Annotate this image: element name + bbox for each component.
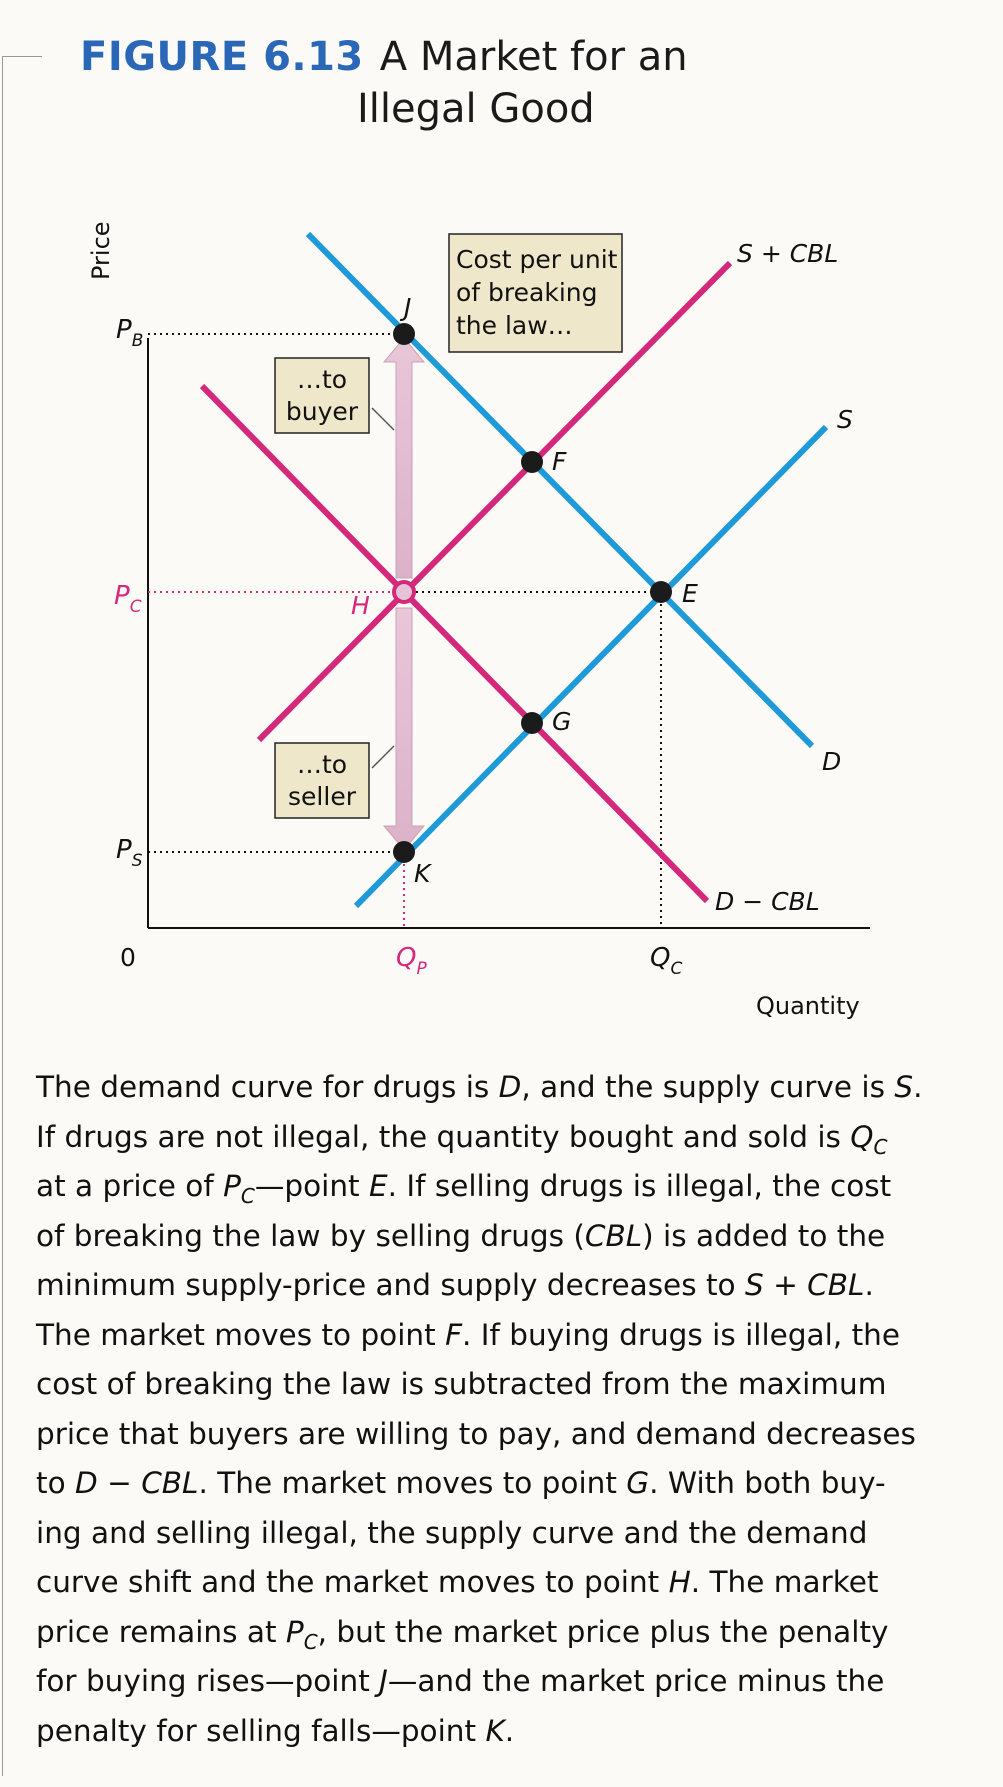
buyer-box-line2: buyer bbox=[285, 397, 359, 426]
caption-run: , but the market price plus the penalty bbox=[317, 1614, 889, 1649]
caption-run: CBL bbox=[807, 1268, 865, 1302]
caption-run: C bbox=[873, 1134, 888, 1159]
label-h: H bbox=[351, 591, 370, 620]
seller-box-pointer bbox=[372, 746, 394, 768]
caption-run: for buying rises—point bbox=[36, 1664, 380, 1698]
cost-box-line1: Cost per unit bbox=[456, 245, 618, 274]
caption-run: . If buying drugs is illegal, the bbox=[462, 1317, 900, 1352]
caption-line bbox=[36, 1063, 956, 1113]
caption-run: + bbox=[763, 1268, 808, 1302]
label-e: E bbox=[682, 579, 698, 608]
demand-minus-cbl-curve bbox=[202, 386, 707, 901]
caption-line bbox=[36, 1113, 956, 1163]
point-e bbox=[650, 581, 672, 603]
caption-run: . bbox=[913, 1070, 923, 1104]
label-j: J bbox=[404, 293, 412, 322]
caption-run: —point bbox=[254, 1169, 369, 1203]
figure-number: FIGURE 6.13 bbox=[80, 34, 364, 80]
caption-run: , and the supply curve is bbox=[521, 1070, 895, 1104]
caption-line bbox=[36, 1410, 956, 1460]
to-seller-box bbox=[275, 743, 369, 818]
caption-run: CBL bbox=[141, 1466, 199, 1500]
caption-run: J bbox=[379, 1664, 388, 1698]
caption-run: . With both buy- bbox=[649, 1466, 886, 1500]
caption-line bbox=[36, 1608, 956, 1658]
buyer-penalty-arrow bbox=[384, 338, 424, 578]
caption-run: cost of breaking the law is subtracted from the maximum bbox=[36, 1367, 887, 1401]
x-axis-label: Quantity bbox=[756, 992, 860, 1020]
caption-run: If drugs are not illegal, the quantity bought and sold is bbox=[36, 1119, 851, 1154]
label-d-minus-cbl: D − CBL bbox=[715, 887, 820, 916]
caption-run: to bbox=[36, 1466, 75, 1500]
caption-run: Q bbox=[850, 1119, 874, 1154]
tick-qc: $Q_C$ bbox=[650, 943, 683, 979]
caption-run: G bbox=[626, 1466, 650, 1500]
label-f: F bbox=[552, 447, 567, 476]
caption-line bbox=[36, 1558, 956, 1608]
tick-ps: $P_S$ bbox=[116, 835, 143, 871]
caption-run: curve shift and the market moves to point bbox=[36, 1565, 669, 1599]
seller-box-line1: …to bbox=[296, 750, 348, 779]
caption-run: − bbox=[97, 1466, 142, 1500]
figure-title-line1: A Market for an bbox=[379, 34, 688, 80]
caption-run: . If selling drugs is illegal, the cost bbox=[387, 1169, 892, 1203]
label-g: G bbox=[552, 707, 572, 736]
label-s-plus-cbl: S + CBL bbox=[737, 239, 839, 268]
caption-run: The market moves to point bbox=[36, 1317, 446, 1352]
caption-line bbox=[36, 1657, 956, 1707]
caption-run: H bbox=[668, 1565, 691, 1599]
caption-run: P bbox=[285, 1614, 304, 1649]
caption-run: CBL bbox=[584, 1218, 643, 1253]
caption-run: minimum supply-price and supply decreases to bbox=[36, 1268, 745, 1302]
caption-run: C bbox=[240, 1183, 255, 1208]
point-h bbox=[394, 582, 414, 602]
caption-run: of breaking the law by selling drugs ( bbox=[36, 1218, 585, 1253]
caption-run: The demand curve for drugs is bbox=[36, 1070, 499, 1104]
seller-box-line2: seller bbox=[288, 782, 356, 811]
tick-pc: $P_C$ bbox=[114, 581, 142, 617]
caption-run: . The market moves to point bbox=[198, 1466, 627, 1500]
caption-run: P bbox=[223, 1169, 241, 1203]
caption-line bbox=[36, 1311, 956, 1361]
caption-line bbox=[36, 1212, 956, 1262]
caption-run: ) is added to the bbox=[642, 1218, 886, 1253]
cost-per-unit-box bbox=[449, 234, 622, 352]
supply-curve-s bbox=[356, 427, 826, 906]
cost-box-line2: of breaking bbox=[456, 278, 598, 307]
caption-run: —and the market price minus the bbox=[387, 1664, 885, 1698]
caption-run: S bbox=[894, 1070, 914, 1104]
buyer-box-line1: …to bbox=[296, 365, 348, 394]
caption-run: penalty for selling falls—point bbox=[36, 1713, 486, 1748]
caption-run: C bbox=[303, 1629, 318, 1654]
caption-run: . bbox=[864, 1268, 874, 1302]
tick-pb: $P_B$ bbox=[116, 315, 144, 351]
origin-label: 0 bbox=[120, 943, 136, 972]
caption-line bbox=[36, 1509, 956, 1559]
caption-run: . bbox=[504, 1713, 515, 1748]
figure-title-line2: Illegal Good bbox=[357, 86, 595, 132]
seller-penalty-arrow bbox=[384, 608, 424, 850]
point-g bbox=[521, 712, 543, 734]
label-s: S bbox=[837, 405, 853, 434]
point-k bbox=[393, 841, 415, 863]
caption-line bbox=[36, 1707, 956, 1757]
caption-line bbox=[36, 1261, 956, 1311]
caption-run: D bbox=[75, 1466, 98, 1500]
caption-run: S bbox=[744, 1268, 764, 1302]
caption-run: ing and selling illegal, the supply curve and the demand bbox=[36, 1515, 868, 1550]
point-f bbox=[521, 451, 543, 473]
caption-line bbox=[36, 1459, 956, 1509]
figure-caption bbox=[36, 1063, 956, 1756]
caption-run: price remains at bbox=[36, 1614, 286, 1649]
caption-run: F bbox=[445, 1317, 463, 1352]
cost-box-line3: the law… bbox=[456, 311, 573, 340]
caption-run: . The market bbox=[690, 1565, 879, 1599]
caption-run: K bbox=[485, 1713, 505, 1748]
caption-run: price that buyers are willing to pay, and demand decreases bbox=[36, 1416, 916, 1451]
label-d: D bbox=[822, 747, 842, 776]
caption-run: D bbox=[498, 1070, 522, 1104]
label-k: K bbox=[414, 859, 431, 888]
caption-run: E bbox=[368, 1169, 388, 1203]
tick-qp: $Q_P$ bbox=[396, 943, 427, 979]
buyer-box-pointer bbox=[372, 408, 394, 430]
point-j bbox=[393, 323, 415, 345]
caption-line bbox=[36, 1162, 956, 1212]
caption-line bbox=[36, 1360, 956, 1410]
caption-run: at a price of bbox=[36, 1169, 224, 1203]
y-axis-label: Price bbox=[87, 221, 115, 280]
to-buyer-box bbox=[275, 358, 369, 433]
